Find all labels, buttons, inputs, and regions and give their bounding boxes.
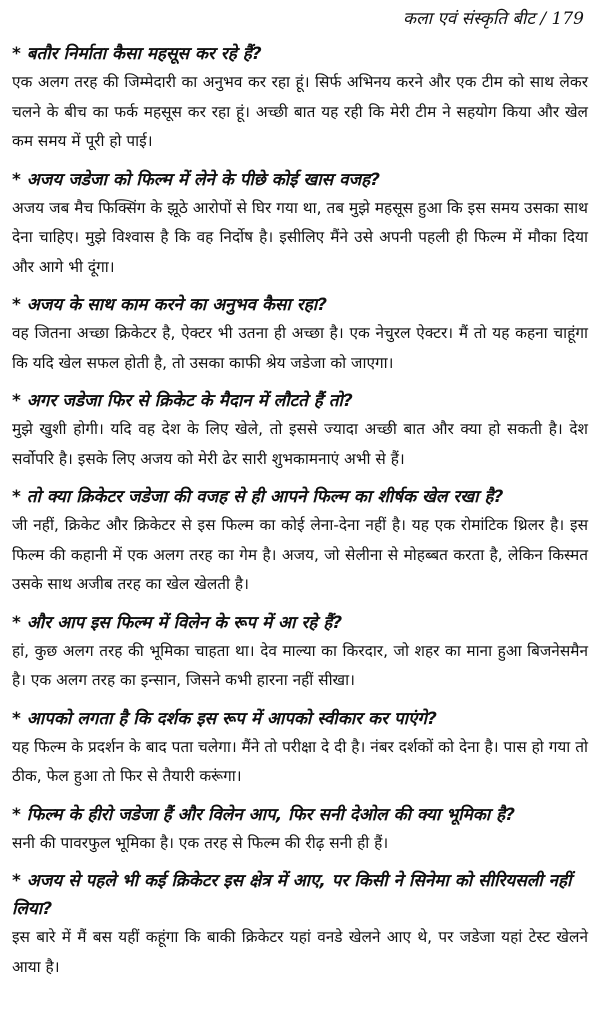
answer: एक अलग तरह की जिम्मेदारी का अनुभव कर रहा हूं। सिर्फ अभिनय करने और एक टीम को साथ लेकर चलने के बीच का फर्क महसूस कर रहा हूं। अच्छी बात यह रही कि मेरी टीम ने सहयोग किया और खेल कम समय में पूरी हो पाई। xyxy=(12,73,588,150)
qa-item xyxy=(12,40,588,157)
qa-item xyxy=(12,801,588,859)
question: * तो क्या क्रिकेटर जडेजा की वजह से ही आपने फिल्म का शीर्षक खेल रखा है? xyxy=(12,487,504,507)
qa-item xyxy=(12,867,588,982)
answer: हां, कुछ अलग तरह की भूमिका चाहता था। देव माल्या का किरदार, जो शहर का माना हुआ बिजनेसमैन है। एक अलग तरह का इन्सान, जिसने कभी हारना नहीं सीखा। xyxy=(12,641,588,689)
question: * अजय जडेजा को फिल्म में लेने के पीछे कोई खास वजह? xyxy=(12,169,381,190)
answer: अजय जब मैच फिक्सिंग के झूठे आरोपों से घिर गया था, तब मुझे महसूस हुआ कि इस समय उसका साथ देना चाहिए। मुझे विश्वास है कि वह निर्दोष है। इसीलिए मैंने उसे अपनी पहली ही फिल्म में मौका दिया और आगे भी दूंगा। xyxy=(12,198,588,276)
qa-item xyxy=(12,166,588,283)
question: * आपको लगता है कि दर्शक इस रूप में आपको स्वीकार कर पाएंगे? xyxy=(12,708,437,729)
header-separator: / xyxy=(535,9,552,29)
question: * फिल्म के हीरो जडेजा हैं और विलेन आप, फिर सनी देओल की क्या भूमिका है? xyxy=(12,804,515,825)
running-header xyxy=(403,6,584,29)
qa-item xyxy=(12,291,588,378)
answer: वह जितना अच्छा क्रिकेटर है, ऐक्टर भी उतना ही अच्छा है। एक नेचुरल ऐक्टर। मैं तो यह कहना चाहूंगा कि यदि खेल सफल होती है, तो उसका काफी श्रेय जडेजा को जाएगा। xyxy=(12,324,588,372)
question: * अजय से पहले भी कई क्रिकेटर इस क्षेत्र में आए, पर किसी ने सिनेमा को सीरियसली नहीं लिया? xyxy=(12,871,572,919)
answer: सनी की पावरफुल भूमिका है। एक तरह से फिल्म की रीढ़ सनी ही हैं। xyxy=(12,833,389,852)
qa-item xyxy=(12,705,588,792)
qa-item xyxy=(12,609,588,696)
question: * बतौर निर्माता कैसा महसूस कर रहे हैं? xyxy=(12,44,262,64)
question: * और आप इस फिल्म में विलेन के रूप में आ रहे हैं? xyxy=(12,612,343,633)
question: * अगर जडेजा फिर से क्रिकेट के मैदान में लौटते हैं तो? xyxy=(12,391,353,411)
answer: इस बारे में मैं बस यहीं कहूंगा कि बाकी क्रिकेटर यहां वनडे खेलने आए थे, पर जडेजा यहां टेस्ट खेलने आया है। xyxy=(12,928,588,976)
question: * अजय के साथ काम करने का अनुभव कैसा रहा? xyxy=(12,295,327,315)
interview-qa-list xyxy=(12,40,588,991)
answer: जी नहीं, क्रिकेट और क्रिकेटर से इस फिल्म का कोई लेना-देना नहीं है। यह एक रोमांटिक थ्रिलर है। इस फिल्म की कहानी में एक अलग तरह का गेम है। अजय, जो सेलीना से मोहब्बत करता है, लेकिन किस्मत उसके साथ अजीब तरह का खेल खेलती है। xyxy=(12,516,588,593)
qa-item xyxy=(12,387,588,474)
running-title: कला एवं संस्कृति बीट xyxy=(403,9,535,29)
page-number: 179 xyxy=(551,9,584,29)
answer: मुझे खुशी होगी। यदि वह देश के लिए खेले, तो इससे ज्यादा अच्छी बात और क्या हो सकती है। देश सर्वोपरि है। इसके लिए अजय को मेरी ढेर सारी शुभकामनाएं अभी से हैं। xyxy=(12,420,588,468)
answer: यह फिल्म के प्रदर्शन के बाद पता चलेगा। मैंने तो परीक्षा दे दी है। नंबर दर्शकों को देना है। पास हो गया तो ठीक, फेल हुआ तो फिर से तैयारी करूंगा। xyxy=(12,737,588,785)
qa-item xyxy=(12,483,588,600)
